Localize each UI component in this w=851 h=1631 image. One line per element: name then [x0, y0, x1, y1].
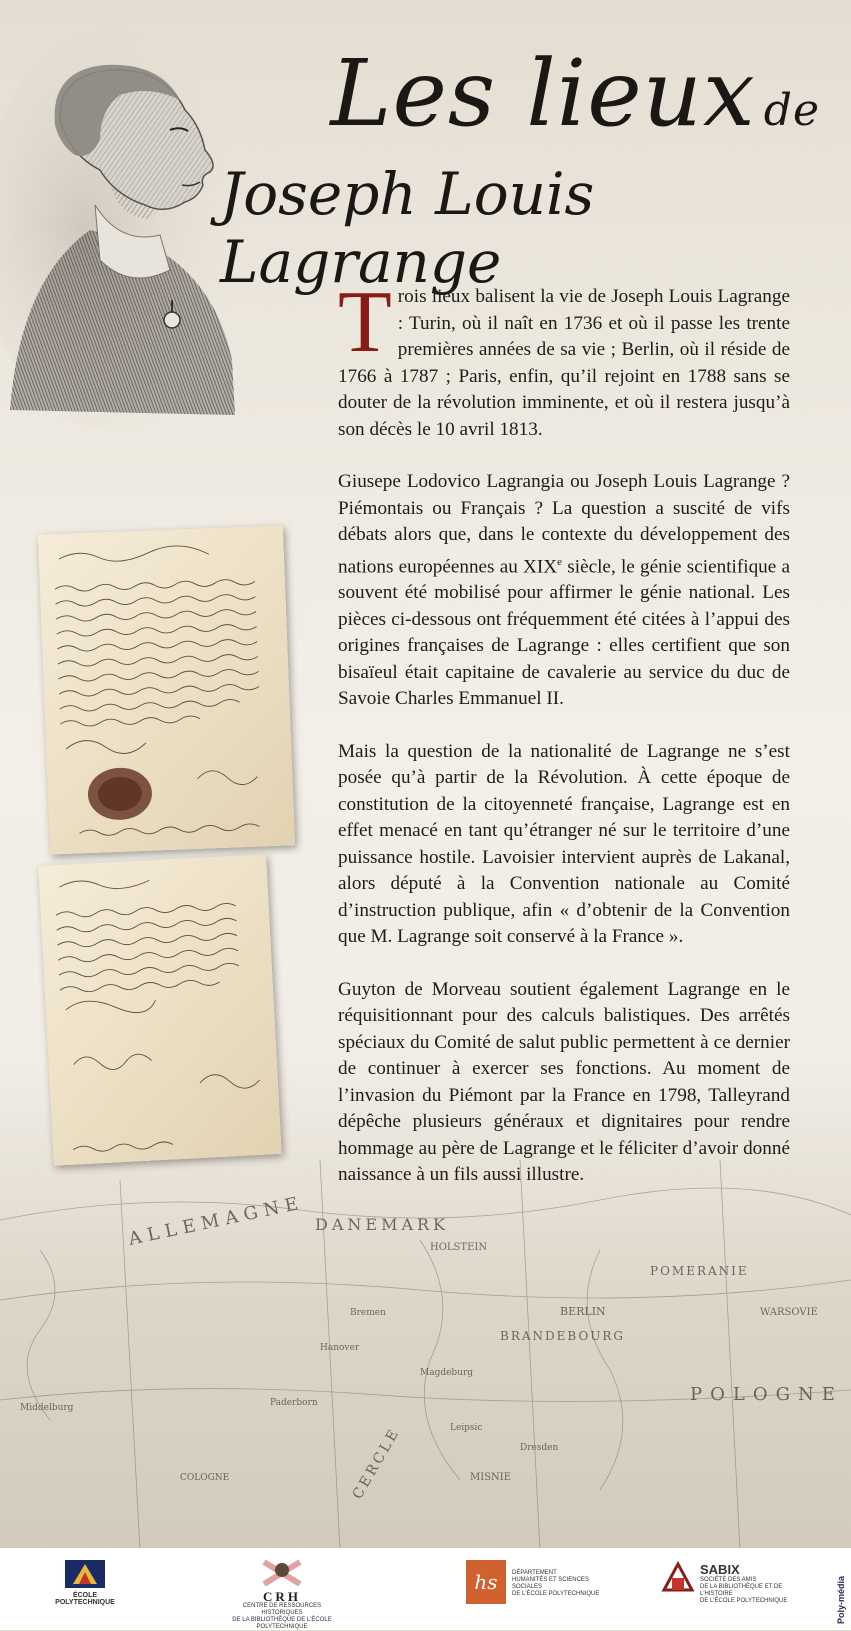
century-superscript: e — [557, 555, 563, 568]
map-label: WARSOVIE — [760, 1307, 818, 1318]
map-label: ALLEMAGNE — [126, 1192, 306, 1250]
map-label: DANEMARK — [315, 1215, 449, 1234]
lagrange-portrait-engraving — [0, 30, 240, 430]
hss-line-1: DÉPARTEMENT — [512, 1570, 557, 1576]
map-label: Middelburg — [20, 1403, 74, 1413]
map-label: HOLSTEIN — [430, 1242, 488, 1253]
drop-cap: T — [338, 274, 392, 371]
paragraph-2-text-a: Giusepe Lodovico Lagrangia ou Joseph Louis Lagrange ? Piémontais ou Français ? La question a suscité de vifs débats alors que, dans le contexte du développement des nations européennes au XIX — [338, 471, 790, 577]
map-label: POMERANIE — [650, 1264, 749, 1278]
sabix-line-2: DE LA BIBLIOTHÈQUE ET DE L'HISTOIRE — [700, 1584, 783, 1597]
title-de: de — [763, 85, 820, 136]
polytechnique-emblem-icon — [65, 1560, 105, 1588]
paragraph-3: Mais la question de la nationalité de Lagrange ne s’est posée qu’à partir de la Révolution. À cette époque de constitution de la citoyenneté française, Lagrange est en effet menacé en tant qu’étranger né sur le territoire d’une puissance hostile. Lavoisier intervient auprès de Lakanal, alors député à la Convention nationale au Comité d’instruction publique, afin « d’obtenir de la Convention que M. Lagrange soit conservé à la France ». — [338, 740, 790, 948]
paragraph-1-text: rois lieux balisent la vie de Joseph Louis Lagrange : Turin, où il naît en 1736 et où il passe les trente premières années de sa vie ; Berlin, où il réside de 1766 à 1787 ; Paris, enfin, qu’il rejoint en 1788 sans se douter de la révolution imminente, et où il restera jusqu’à son décès le 10 avril 1813. — [338, 286, 790, 440]
map-label: Paderborn — [270, 1398, 318, 1408]
paragraph-4: Guyton de Morveau soutient également Lagrange en le réquisitionnant pour des calculs balistiques. Des arrêtés spéciaux du Comité de salut public permettent à ce dernier de continuer à exercer ses fonctions. Au moment de l’invasion du Piémont par la France en 1798, Talleyrand dépêche plusieurs généraux et dignitaires pour rendre hommage au père de Lagrange et le féliciter d’avoir donné naissance à un fils aussi illustre. — [338, 978, 790, 1186]
historical-manuscript-1 — [38, 525, 295, 854]
map-label: Hanover — [320, 1343, 360, 1353]
crh-title: CRH — [263, 1589, 301, 1604]
map-label: CERCLE — [349, 1424, 404, 1502]
title-line-2: Joseph Louis Lagrange — [220, 160, 595, 296]
map-label: Magdeburg — [420, 1368, 474, 1378]
paragraph-2-text-b: siècle, le génie scientifique a souvent été mobilisé pour affirmer le génie national. Les pièces ci-dessous ont fréquemment été citées à l’appui des origines françaises de Lagrange : elles certifient que son bisaïeul était capitaine de cavalerie au service du duc de Savoie Charles Emmanuel II. — [338, 555, 791, 710]
sponsor-footer — [0, 1548, 851, 1630]
ecole-polytechnique-logo — [40, 1560, 130, 1620]
paragraph-1 — [338, 274, 790, 443]
map-label: Leipsic — [450, 1423, 483, 1433]
map-label: COLOGNE — [180, 1473, 230, 1483]
poster-title — [220, 40, 820, 296]
crh-emblem-icon — [262, 1560, 302, 1586]
title-les-lieux: Les lieux — [330, 40, 756, 147]
hss-line-3: DE L'ÉCOLE POLYTECHNIQUE — [512, 1591, 600, 1597]
map-label: Bremen — [350, 1308, 386, 1318]
sabix-line-1: SOCIÉTÉ DES AMIS — [700, 1577, 757, 1583]
sabix-line-3: DE L'ÉCOLE POLYTECHNIQUE — [700, 1598, 788, 1604]
crh-subtitle-1: CENTRE DE RESSOURCES HISTORIQUES — [242, 1603, 322, 1616]
map-label: BERLIN — [560, 1305, 606, 1318]
map-label: MISNIE — [470, 1472, 512, 1483]
body-text — [338, 274, 791, 1215]
hss-line-2: HUMANITÉS ET SCIENCES SOCIALES — [512, 1577, 589, 1590]
crh-logo — [222, 1560, 342, 1630]
hss-department-logo — [466, 1560, 616, 1620]
hss-mark: hs — [466, 1560, 506, 1604]
map-label: POLOGNE — [690, 1384, 843, 1405]
old-map-background — [0, 1100, 851, 1550]
paragraph-2 — [338, 469, 790, 713]
poly-media-credit: Poly-média — [836, 1575, 846, 1624]
polytechnique-line-2: POLYTECHNIQUE — [55, 1599, 115, 1606]
title-line-1 — [330, 40, 820, 147]
sabix-logo — [660, 1560, 810, 1620]
crh-subtitle-2: DE LA BIBLIOTHÈQUE DE L'ÉCOLE POLYTECHNIQUE — [232, 1617, 332, 1630]
map-label: BRANDEBOURG — [500, 1329, 626, 1343]
polytechnique-line-1: ÉCOLE — [72, 1592, 98, 1599]
sabix-emblem-icon — [660, 1560, 696, 1600]
map-label: Dresden — [520, 1443, 559, 1453]
sabix-title: SABIX — [700, 1562, 740, 1577]
